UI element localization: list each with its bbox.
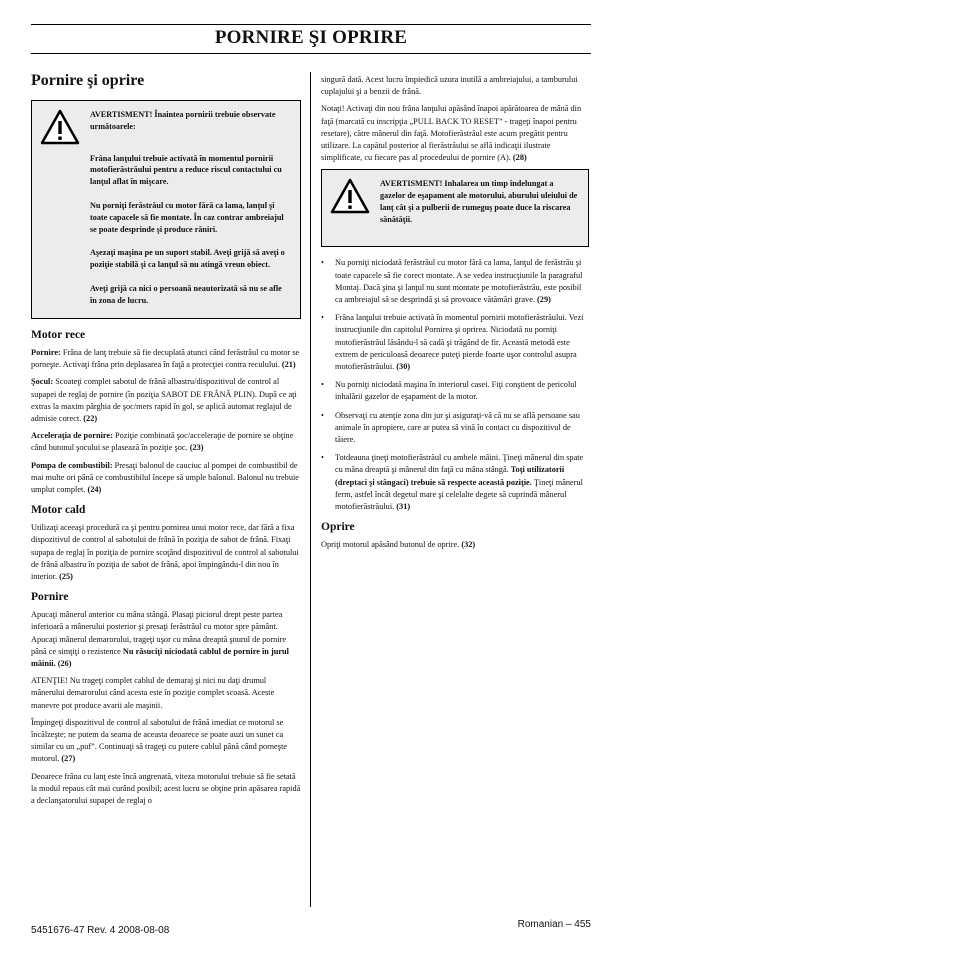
subheading-motor-cald: Motor cald: [31, 504, 86, 517]
paragraph: Acceleraţia de pornire: Poziţie combinată şoc/acceleraţie de pornire se obţine când butonul şocului se plasează în poziţie şoc. (23): [31, 431, 294, 453]
warning-text: AVERTISMENT! Înaintea pornirii trebuie observate următoarele:: [90, 110, 276, 131]
paragraph: Apucaţi mânerul anterior cu mâna stângă. Plasaţi piciorul drept peste partea inferioară a mânerului posterior şi presaţi ferăstrăul cu motor spre pământ. Apucaţi mânerul demarorului, trageţi uşor cu mâna dreaptă şnurul de pornire până ce simţiţi o rezistence Nu răsuciţi niciodată cablul de pornire în jurul mâinii. (26): [31, 610, 289, 669]
warning-text: Nu porniţi ferăstrăul cu motor fără ca lama, lanţul şi toate capacele să fie montate. În caz contrar ambreiajul se poate desprinde şi produce răniri.: [90, 200, 284, 234]
warning-box-exhaust: [321, 169, 589, 247]
warning-triangle-icon: [330, 178, 372, 238]
left-column: [31, 70, 301, 812]
subheading-motor-rece: Motor rece: [31, 329, 86, 341]
list-item: • Nu porniţi niciodată ferăstrăul cu motor fără ca lama, lanţul de ferăstrău şi toate capacele să fie corect montate. A se vedea instrucţiunile la paragraful Montaj. Dacă şina şi lanţul nu sunt montate pe motofierăstrău, este posibil ca ambreiajul să se desprindă şi să provoace vătămări grave. (29): [321, 258, 583, 305]
subheading-pornire: Pornire: [31, 591, 69, 604]
paragraph: Opriţi motorul apăsând butonul de oprire. (32): [321, 540, 476, 550]
list-item: • Nu porniţi niciodată maşina în interiorul casei. Fiţi conştient de pericolul inhalării gazelor de eşapament de la motor.: [321, 380, 577, 402]
list-item: • Frâna lanţului trebuie activată în momentul pornirii motofierăstrăului. Vezi instrucţiunile din capitolul Pornirea şi oprirea. Niciodată nu porniţi motofierăstrăul lăsându-l să cadă şi trăgând de fir. Această metodă este extrem de periculoasă deoarece puteţi pierde foarte uşor controlul asupra motofierăstrăului. (30): [321, 313, 584, 372]
header-bottom-rule: [31, 53, 591, 54]
list-item: • Observaţi cu atenţie zona din jur şi asiguraţi-vă că nu se află persoane sau animale în apropiere, care ar putea să vină în contact cu dispozitivul de tăiere.: [321, 410, 580, 445]
paragraph: Utilizaţi aceeaşi procedură ca şi pentru pornirea unui motor rece, dar fără a fixa dispozitivul de control al sabotului de frână în poziţia de sabot de frână. Fixaţi supapa de reglaj în poziţia de pornire scoţând dispozitivul de control al sabotului de frână albastru în poziţia de sabot de frână, apoi împingându-l din nou în interior. (25): [31, 523, 299, 582]
warning-text: AVERTISMENT! Inhalarea un timp îndelungat a gazelor de eşapament ale motorului, aburului uleiului de lanţ cât şi a pulberii de rumeguş poate duce la riscarea sănătăţii.: [380, 179, 578, 224]
paragraph: Pompa de combustibil: Presaţi balonul de cauciuc al pompei de combustibil de mai multe ori până ce combustibilul începe să umple balonul. Balonul nu trebuie umplut complet. (24): [31, 460, 299, 495]
warning-text: Aveţi grijă ca nici o persoană neautorizată să nu se afle în zona de lucru.: [90, 283, 282, 305]
column-divider: [310, 72, 311, 907]
paragraph: ATENŢIE! Nu trageţi complet cablul de demaraj şi nici nu daţi drumul mânerului demarorului când acesta este în poziţie complet scoasă. Aceste manevre pot produce avarii ale maşinii.: [31, 676, 275, 710]
warning-text: Frâna lanţului trebuie activată în momentul pornirii motofierăstrăului pentru a reduce riscul contactului cu lanţul aflat în mişcare.: [90, 153, 282, 187]
list-item: • Totdeauna ţineţi motofierăstrăul cu ambele mâini. Ţineţi mânerul din spate cu mâna dreaptă şi mânerul din faţă cu mâna stângă. Toţi utilizatorii (dreptaci şi stângaci) trebuie să respecte această poziţie. Ţineţi mânerul ferm, astfel încât degetul mare şi celelalte degete să cuprindă mânerul motofierăstrăului. (31): [321, 453, 584, 512]
warning-triangle-icon: [40, 109, 82, 310]
warning-text: Aşezaţi maşina pe un suport stabil. Aveţi grijă să aveţi o poziţie stabilă şi ca lanţul să nu atingă vreun obiect.: [90, 248, 285, 270]
paragraph: singură dată. Acest lucru împiedică uzura inutilă a ambreiajului, a tamburului cuplajului şi a benzii de frână.: [321, 75, 578, 97]
paragraph: Şocul: Scoateţi complet sabotul de frână albastru/dispozitivul de control al supapei de reglaj de pornire (în poziţia SABOT DE FRÂNĂ PLIN). După ce aţi extras la maxim pârghia de şoc/mers rapid în gol, se aplică automat reglajul de admisie corect. (22): [31, 377, 297, 424]
section-heading: Pornire şi oprire: [31, 72, 145, 89]
paragraph: Împingeţi dispozitivul de control al sabotului de frână imediat ce motorul se încălzeşte; ne putem da seama de aceasta deoarece se poate auzi un sunet ca similar cu un „puf”. Continuaţi să trageţi cu putere cablul până când porneşte motorul. (27): [31, 717, 287, 764]
warning-box: [31, 100, 301, 319]
page-number: Romanian – 455: [517, 919, 591, 930]
right-column: [321, 74, 589, 556]
header-top-rule: [31, 24, 591, 25]
safety-bullet-list: [321, 257, 589, 513]
paragraph: Deoarece frâna cu lanţ este încă angrenată, viteza motorului trebuie să fie setată la modul repaus cât mai curând posibil; acest lucru se obţine prin apăsarea rapidă a declanşatorului supapei de reglaj o: [31, 771, 301, 806]
paragraph: Notaţi! Activaţi din nou frâna lanţului apăsând înapoi apărătoarea de mână din faţă (marcată cu inscripţia „PULL BACK TO RESET” - trageţi înapoi pentru resetare), către mânerul din faţă. Motofierăstrăul este acum pregătit pentru utilizare. La capătul posterior al fierăstrăului se află indicaţii ilustrate simplificate, cu fiecare pas al procedeului de pornire (A). (28): [321, 104, 582, 163]
subheading-oprire: Oprire: [321, 521, 355, 534]
document-code: 5451676-47 Rev. 4 2008-08-08: [31, 925, 170, 936]
paragraph: Pornire: Frâna de lanţ trebuie să fie decuplată atunci când ferăstrăul cu motor se porneşte. Activaţi frâna prin deplasarea în faţă a protecţiei contra reculului. (21): [31, 348, 300, 370]
page-title: PORNIRE ŞI OPRIRE: [214, 27, 408, 48]
